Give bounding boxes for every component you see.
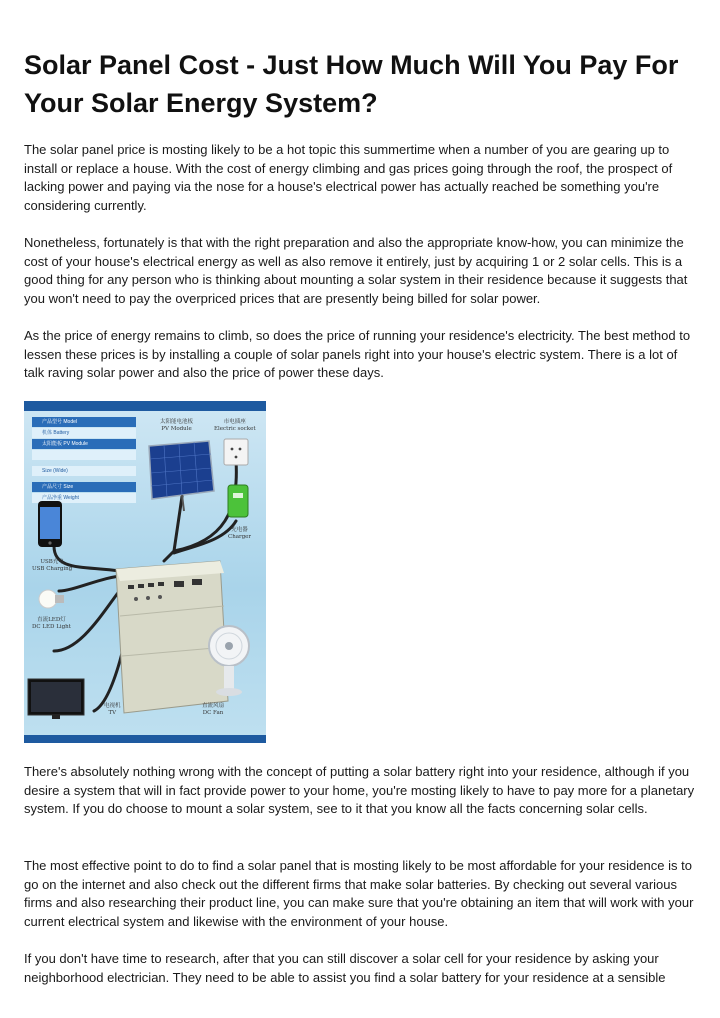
article-paragraph-4: There's absolutely nothing wrong with the concept of putting a solar battery right into your residence, although if you desire a system that will in fact provide power to your home, you're mosting likely to have to pay more for a planetary system. If you do choose to mount a solar system, see to it that you know all the facts concerning solar cells.: [24, 764, 695, 816]
article-title: Solar Panel Cost - Just How Much Will You Pay For Your Solar Energy System?: [24, 50, 679, 118]
article-paragraph-1: The solar panel price is mosting likely to be a hot topic this summertime when a number of you are gearing up to install or replace a house. With the cost of energy climbing and gas prices going through the roof, the prospect of lacking power and paying via the nose for a house's electrical power has actually reached be something you're considering currently.: [24, 142, 673, 213]
led-bulb-icon: [39, 590, 64, 608]
caption-charger: [228, 527, 251, 541]
caption-dc-fan-text: 直流风扇 DC Fan: [202, 703, 225, 716]
tv-icon: [28, 679, 84, 719]
spec-row: 产品净重 Weight: [32, 493, 136, 503]
caption-pv-module-text: 太阳能电池板 PV Module: [160, 419, 194, 432]
figure-bottom-border: [24, 735, 266, 743]
caption-usb-charging-text: USB充电 USB Charging: [32, 559, 73, 572]
solar-system-product-image: [24, 401, 266, 743]
caption-tv: [104, 703, 121, 717]
spec-row: 机体 Battery: [32, 428, 136, 438]
caption-led-light-text: 直流LED灯 DC LED Light: [32, 617, 71, 630]
caption-dc-fan: [202, 703, 224, 717]
spec-row: 产品尺寸 Size: [32, 482, 136, 492]
article-paragraph-6: If you don't have time to research, after that you can still discover a solar cell for your residence by asking your neighborhood electrician. They need to be able to assist you find a solar battery for your residence at a sensible: [24, 951, 666, 985]
caption-led-light: [32, 617, 71, 631]
article-paragraph-3: As the price of energy remains to climb, so does the price of running your residence's electricity. The best method to lessen these prices is by installing a couple of solar panels right into your house's electric system. There is a lot of talk raving solar power and also the price of power these days.: [24, 328, 691, 380]
caption-tv-text: 电视机 TV: [104, 703, 121, 716]
article-paragraph-2: Nonetheless, fortunately is that with the right preparation and also the appropriate know-how, you can minimize the cost of your house's electrical energy as well as also remove it entirely, just by acquiring 1 or 2 solar cells. This is a good thing for any person who is thinking about mounting a solar system in their residence because it suggests that you won't need to pay the overpriced prices that are presently being billed for solar power.: [24, 235, 688, 306]
charger-icon: [228, 485, 248, 517]
caption-electric-socket-text: 市电插座 Electric socket: [214, 419, 256, 432]
electric-socket-icon: [224, 439, 248, 465]
spec-row: Size (Wide): [32, 466, 136, 476]
caption-usb-charging: [32, 559, 72, 573]
caption-charger-text: 充电器 Charger: [228, 527, 252, 540]
spec-row: 太阳能板 PV Module: [32, 439, 136, 449]
spec-row: 产品型号 Model: [32, 417, 136, 427]
caption-pv-module: [160, 419, 193, 433]
phone-icon: [38, 501, 62, 547]
caption-electric-socket: [214, 419, 256, 433]
article-paragraph-5: The most effective point to do to find a solar panel that is mosting likely to be most affordable for your residence is to go on the internet and also check out the different firms that make solar batteries. By checking out several various firms and also researching their product line, you can make sure that you're obtaining an item that will work with your current electrical system and likewise with the environment of your house.: [24, 858, 694, 929]
